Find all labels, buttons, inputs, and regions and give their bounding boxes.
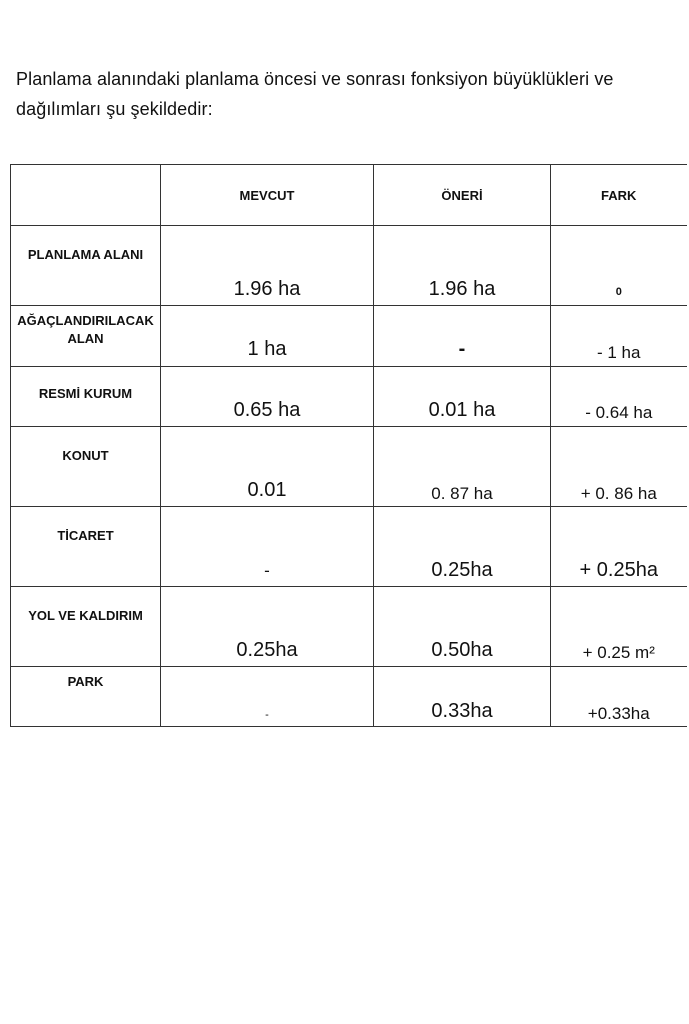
intro-paragraph: Planlama alanındaki planlama öncesi ve sonrası fonksiyon büyüklükleri ve dağılımları şu şekildedir:	[16, 69, 614, 119]
table-row	[11, 507, 687, 587]
oneri-cell	[374, 507, 551, 587]
oneri-cell	[374, 667, 551, 727]
fark-cell	[551, 226, 687, 306]
oneri-value: 0.33ha	[431, 700, 493, 722]
fark-value: + 0.25 m²	[582, 643, 655, 662]
row-label: PARK	[11, 667, 161, 727]
oneri-value: 0.01 ha	[428, 399, 496, 421]
table-row	[11, 306, 687, 367]
mevcut-cell	[161, 226, 374, 306]
table-row	[11, 367, 687, 427]
fark-cell	[551, 587, 687, 667]
oneri-value: 0.25ha	[431, 559, 493, 581]
fark-cell	[551, 667, 687, 727]
mevcut-value: -	[264, 561, 270, 580]
fark-value: + 0.25ha	[579, 559, 658, 581]
mevcut-cell	[161, 507, 374, 587]
header-empty-cell	[11, 165, 161, 226]
table-header-row	[11, 165, 687, 226]
mevcut-value: 1 ha	[247, 338, 287, 360]
fark-value: - 1 ha	[597, 343, 641, 362]
row-label: TİCARET	[11, 507, 161, 587]
oneri-cell	[374, 587, 551, 667]
header-oneri: ÖNERİ	[374, 165, 551, 226]
oneri-value: -	[458, 338, 466, 360]
mevcut-value: 0.65 ha	[233, 399, 301, 421]
oneri-cell	[374, 306, 551, 367]
fark-value: +0.33ha	[587, 704, 650, 723]
fark-value: + 0. 86 ha	[580, 484, 657, 503]
mevcut-value: 1.96 ha	[233, 278, 301, 300]
row-label: PLANLAMA ALANI	[11, 226, 161, 306]
mevcut-value: -	[265, 709, 269, 721]
oneri-cell	[374, 427, 551, 507]
fark-value: - 0.64 ha	[585, 403, 653, 422]
oneri-value: 0.50ha	[431, 639, 493, 661]
mevcut-cell	[161, 306, 374, 367]
table-row	[11, 226, 687, 306]
mevcut-cell	[161, 587, 374, 667]
oneri-value: 1.96 ha	[428, 278, 496, 300]
row-label: RESMİ KURUM	[11, 367, 161, 427]
function-size-table	[10, 164, 687, 727]
mevcut-cell	[161, 427, 374, 507]
fark-value: 0	[615, 286, 622, 298]
oneri-cell	[374, 226, 551, 306]
header-fark: FARK	[551, 165, 687, 226]
fark-cell	[551, 306, 687, 367]
mevcut-cell	[161, 367, 374, 427]
header-mevcut: MEVCUT	[161, 165, 374, 226]
oneri-value: 0. 87 ha	[431, 484, 493, 503]
table-row	[11, 427, 687, 507]
row-label: KONUT	[11, 427, 161, 507]
oneri-cell	[374, 367, 551, 427]
fark-cell	[551, 427, 687, 507]
table-row	[11, 667, 687, 727]
mevcut-value: 0.25ha	[236, 639, 298, 661]
fark-cell	[551, 507, 687, 587]
mevcut-value: 0.01	[247, 479, 287, 501]
table-row	[11, 587, 687, 667]
fark-cell	[551, 367, 687, 427]
mevcut-cell	[161, 667, 374, 727]
row-label: AĞAÇLANDIRILACAK ALAN	[11, 306, 161, 367]
row-label: YOL VE KALDIRIM	[11, 587, 161, 667]
